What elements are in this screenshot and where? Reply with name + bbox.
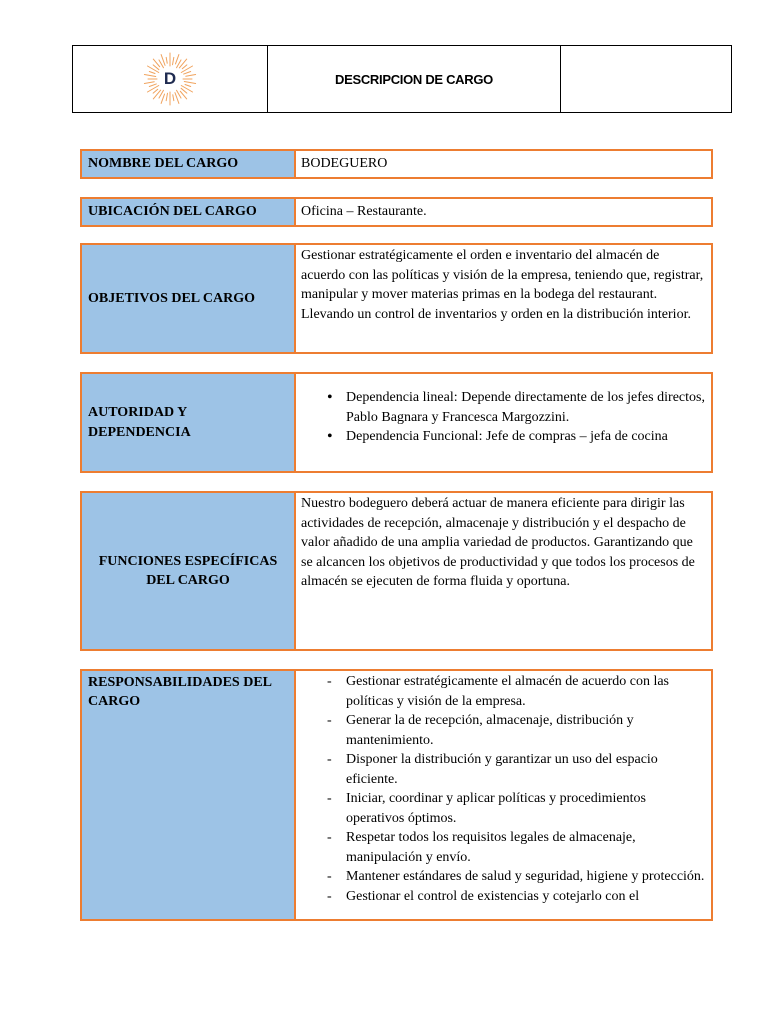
header-empty-cell bbox=[561, 46, 731, 112]
label-autoridad-dependencia: AUTORIDAD Y DEPENDENCIA bbox=[82, 374, 296, 471]
list-item: - Generar la de recepción, almacenaje, distribución y mantenimiento. bbox=[301, 711, 706, 750]
value-autoridad-dependencia bbox=[296, 374, 711, 471]
row-ubicacion-cargo bbox=[80, 197, 713, 227]
label-funciones-especificas: FUNCIONES ESPECÍFICAS DEL CARGO bbox=[82, 493, 296, 649]
company-logo bbox=[140, 49, 200, 109]
row-funciones-especificas bbox=[80, 491, 713, 651]
value-ubicacion-cargo: Oficina – Restaurante. bbox=[301, 204, 427, 220]
list-item: - Mantener estándares de salud y seguridad, higiene y protección. bbox=[301, 867, 706, 887]
list-item: - Disponer la distribución y garantizar un uso del espacio eficiente. bbox=[301, 750, 706, 789]
document-header bbox=[72, 45, 732, 113]
value-nombre-cargo: BODEGUERO bbox=[301, 156, 388, 172]
list-item: - Iniciar, coordinar y aplicar políticas y procedimientos operativos óptimos. bbox=[301, 789, 706, 828]
responsabilidades-list bbox=[301, 672, 706, 906]
list-item: • Dependencia lineal: Depende directamente de los jefes directos, Pablo Bagnara y Francesca Margozzini. bbox=[301, 388, 705, 427]
row-responsabilidades bbox=[80, 669, 713, 921]
label-responsabilidades: RESPONSABILIDADES DEL CARGO bbox=[82, 671, 296, 919]
list-item: - Respetar todos los requisitos legales de almacenaje, manipulación y envío. bbox=[301, 828, 706, 867]
row-autoridad-dependencia bbox=[80, 372, 713, 473]
row-nombre-cargo bbox=[80, 149, 713, 179]
label-ubicacion-cargo: UBICACIÓN DEL CARGO bbox=[82, 199, 296, 225]
label-nombre-cargo: NOMBRE DEL CARGO bbox=[82, 151, 296, 177]
list-item: • Dependencia Funcional: Jefe de compras – jefa de cocina bbox=[301, 427, 705, 447]
logo-cell bbox=[73, 46, 268, 112]
value-responsabilidades bbox=[296, 671, 711, 919]
value-funciones-especificas: Nuestro bodeguero deberá actuar de manera eficiente para dirigir las actividades de recepción, almacenaje y distribución y el despacho de valor añadido de una amplia variedad de productos. Garantizando que se alcancen los objetivos de productividad y que todos los procesos de almacén se ejecuten de forma fluida y oportuna. bbox=[301, 496, 695, 589]
list-item: - Gestionar estratégicamente el almacén de acuerdo con las políticas y visión de la empresa. bbox=[301, 672, 706, 711]
dependencia-list bbox=[301, 388, 705, 447]
document-title: DESCRIPCION DE CARGO bbox=[268, 46, 561, 112]
row-objetivos-cargo bbox=[80, 243, 713, 354]
label-objetivos-cargo: OBJETIVOS DEL CARGO bbox=[82, 245, 296, 352]
logo-letter: D bbox=[163, 69, 177, 88]
value-objetivos-cargo: Gestionar estratégicamente el orden e inventario del almacén de acuerdo con las políticas y visión de la empresa, teniendo que, registrar, manipular y mover materias primas en la bodega del restaurant. Llevando un control de inventarios y orden en la distribución interior. bbox=[301, 248, 704, 322]
list-item: - Gestionar el control de existencias y cotejarlo con el bbox=[301, 887, 706, 907]
